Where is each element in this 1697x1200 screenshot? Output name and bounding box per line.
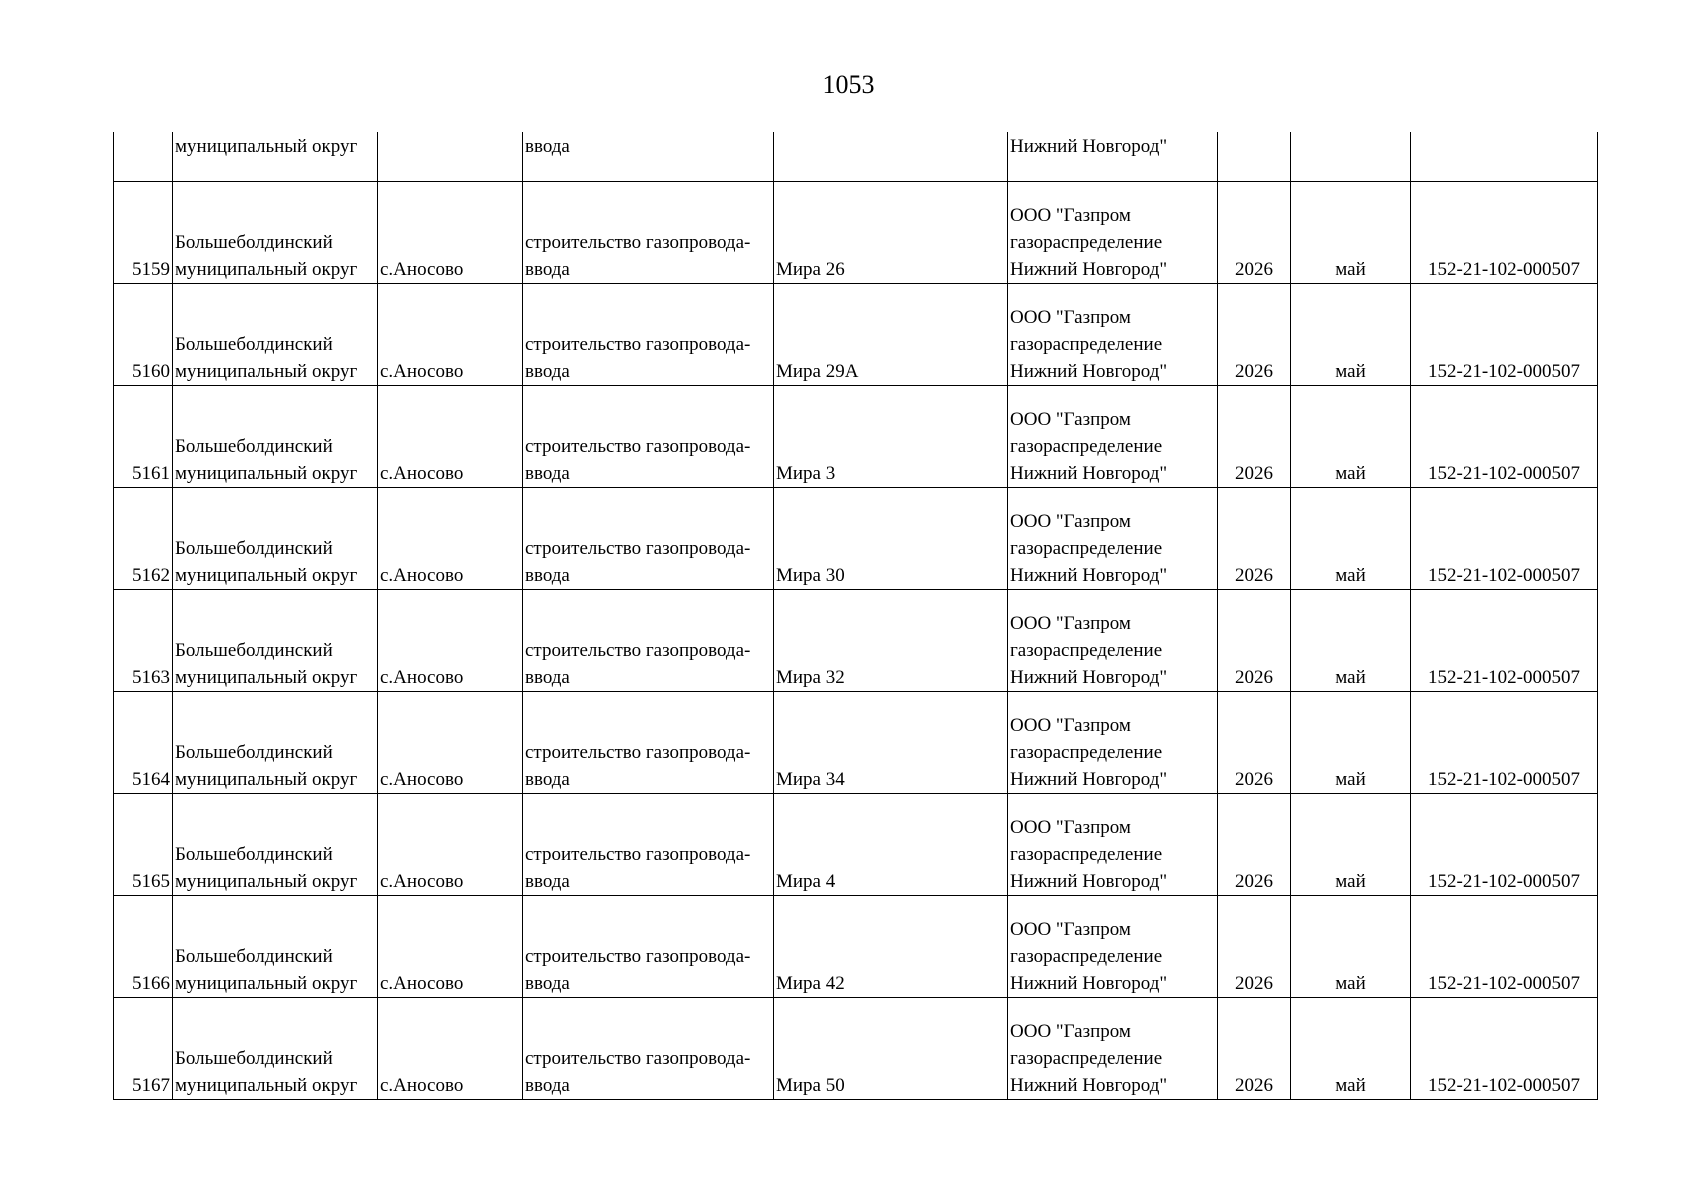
row-number: 5160 [114, 284, 173, 386]
cell-address: Мира 26 [774, 182, 1008, 284]
cell-org [1008, 386, 1218, 488]
district-line: Большеболдинский [175, 436, 333, 457]
org-line: Нижний Новгород" [1010, 565, 1168, 586]
cell-district [173, 692, 378, 794]
work-line: ввода [525, 361, 570, 382]
cell-org: Нижний Новгород" [1008, 132, 1218, 182]
work-line: строительство газопровода- [525, 232, 751, 253]
row-number: 5164 [114, 692, 173, 794]
district-line: муниципальный округ [175, 361, 358, 382]
org-line: газораспределение [1010, 946, 1163, 967]
org-line: газораспределение [1010, 232, 1163, 253]
work-line: ввода [525, 463, 570, 484]
work-line: ввода [525, 871, 570, 892]
cell-address: Мира 30 [774, 488, 1008, 590]
cell-month: май [1291, 794, 1411, 896]
cell-address: Мира 4 [774, 794, 1008, 896]
cell-year: 2026 [1218, 590, 1291, 692]
cell-village: с.Аносово [378, 182, 523, 284]
table-row [114, 182, 1598, 284]
cell-address: Мира 34 [774, 692, 1008, 794]
cell-code: 152-21-102-000507 [1411, 794, 1598, 896]
org-line: газораспределение [1010, 538, 1163, 559]
district-line: муниципальный округ [175, 463, 358, 484]
cell-code: 152-21-102-000507 [1411, 488, 1598, 590]
cell-org [1008, 284, 1218, 386]
continuation-row [114, 132, 1598, 182]
cell-org [1008, 794, 1218, 896]
cell-code: 152-21-102-000507 [1411, 284, 1598, 386]
cell-village: с.Аносово [378, 590, 523, 692]
cell-year: 2026 [1218, 998, 1291, 1100]
work-line: ввода [525, 1075, 570, 1096]
work-line: ввода [525, 259, 570, 280]
org-line: Нижний Новгород" [1010, 871, 1168, 892]
cell-district [173, 182, 378, 284]
cell-address: Мира 50 [774, 998, 1008, 1100]
cell-district: муниципальный округ [173, 132, 378, 182]
org-line: ООО "Газпром [1010, 919, 1131, 940]
org-line: Нижний Новгород" [1010, 361, 1168, 382]
district-line: муниципальный округ [175, 769, 358, 790]
org-line: газораспределение [1010, 640, 1163, 661]
cell-month: май [1291, 488, 1411, 590]
table-row [114, 794, 1598, 896]
cell-work [523, 488, 774, 590]
work-line: строительство газопровода- [525, 1048, 751, 1069]
cell-district [173, 896, 378, 998]
cell-work [523, 182, 774, 284]
cell-month: май [1291, 692, 1411, 794]
org-line: Нижний Новгород" [1010, 973, 1168, 994]
cell-year: 2026 [1218, 488, 1291, 590]
work-line: ввода [525, 565, 570, 586]
cell-code: 152-21-102-000507 [1411, 692, 1598, 794]
work-line: строительство газопровода- [525, 436, 751, 457]
cell-district [173, 794, 378, 896]
district-line: муниципальный округ [175, 259, 358, 280]
cell-work [523, 284, 774, 386]
cell-code [1411, 132, 1598, 182]
district-line: Большеболдинский [175, 844, 333, 865]
cell-year: 2026 [1218, 896, 1291, 998]
district-line: муниципальный округ [175, 667, 358, 688]
cell-village [378, 132, 523, 182]
org-line: Нижний Новгород" [1010, 667, 1168, 688]
table-row [114, 998, 1598, 1100]
work-line: строительство газопровода- [525, 640, 751, 661]
cell-address: Мира 42 [774, 896, 1008, 998]
cell-month: май [1291, 998, 1411, 1100]
org-line: ООО "Газпром [1010, 511, 1131, 532]
table-row [114, 386, 1598, 488]
cell-village: с.Аносово [378, 386, 523, 488]
cell-district [173, 998, 378, 1100]
cell-year: 2026 [1218, 182, 1291, 284]
district-line: Большеболдинский [175, 742, 333, 763]
table-row [114, 590, 1598, 692]
district-line: Большеболдинский [175, 946, 333, 967]
district-line: Большеболдинский [175, 1048, 333, 1069]
cell-village: с.Аносово [378, 692, 523, 794]
org-line: Нижний Новгород" [1010, 1075, 1168, 1096]
cell-work [523, 386, 774, 488]
cell-village: с.Аносово [378, 488, 523, 590]
cell-month: май [1291, 896, 1411, 998]
cell-district [173, 488, 378, 590]
district-line: Большеболдинский [175, 640, 333, 661]
cell-work: ввода [523, 132, 774, 182]
cell-work [523, 692, 774, 794]
cell-village: с.Аносово [378, 794, 523, 896]
org-line: ООО "Газпром [1010, 1021, 1131, 1042]
work-line: строительство газопровода- [525, 844, 751, 865]
cell-year: 2026 [1218, 386, 1291, 488]
cell-code: 152-21-102-000507 [1411, 590, 1598, 692]
row-number: 5166 [114, 896, 173, 998]
cell-code: 152-21-102-000507 [1411, 998, 1598, 1100]
cell-village: с.Аносово [378, 998, 523, 1100]
district-line: Большеболдинский [175, 538, 333, 559]
district-line: Большеболдинский [175, 232, 333, 253]
cell-org [1008, 998, 1218, 1100]
gas-pipeline-table [113, 132, 1598, 1100]
district-line: муниципальный округ [175, 973, 358, 994]
table-row [114, 692, 1598, 794]
work-line: ввода [525, 973, 570, 994]
cell-year: 2026 [1218, 794, 1291, 896]
org-line: ООО "Газпром [1010, 715, 1131, 736]
table-row [114, 284, 1598, 386]
cell-work [523, 896, 774, 998]
row-number: 5167 [114, 998, 173, 1100]
org-line: газораспределение [1010, 844, 1163, 865]
cell-code: 152-21-102-000507 [1411, 896, 1598, 998]
row-number: 5163 [114, 590, 173, 692]
org-line: Нижний Новгород" [1010, 259, 1168, 280]
cell-code: 152-21-102-000507 [1411, 386, 1598, 488]
cell-month [1291, 132, 1411, 182]
cell-year [1218, 132, 1291, 182]
cell-org [1008, 488, 1218, 590]
cell-address: Мира 29А [774, 284, 1008, 386]
page-number: 1053 [822, 70, 875, 99]
org-line: ООО "Газпром [1010, 409, 1131, 430]
work-line: строительство газопровода- [525, 742, 751, 763]
org-line: Нижний Новгород" [1010, 769, 1168, 790]
cell-district [173, 386, 378, 488]
cell-work [523, 998, 774, 1100]
cell-address: Мира 32 [774, 590, 1008, 692]
row-number: 5159 [114, 182, 173, 284]
org-line: ООО "Газпром [1010, 205, 1131, 226]
org-line: газораспределение [1010, 1048, 1163, 1069]
org-line: газораспределение [1010, 436, 1163, 457]
cell-work [523, 590, 774, 692]
cell-org [1008, 692, 1218, 794]
cell-district [173, 590, 378, 692]
cell-address [774, 132, 1008, 182]
district-line: муниципальный округ [175, 1075, 358, 1096]
district-line: муниципальный округ [175, 565, 358, 586]
work-line: ввода [525, 769, 570, 790]
cell-village: с.Аносово [378, 284, 523, 386]
district-line: муниципальный округ [175, 871, 358, 892]
org-line: газораспределение [1010, 742, 1163, 763]
work-line: строительство газопровода- [525, 538, 751, 559]
cell-village: с.Аносово [378, 896, 523, 998]
org-line: газораспределение [1010, 334, 1163, 355]
cell-address: Мира 3 [774, 386, 1008, 488]
cell-work [523, 794, 774, 896]
cell-org [1008, 896, 1218, 998]
cell-month: май [1291, 182, 1411, 284]
cell-org [1008, 182, 1218, 284]
cell-month: май [1291, 386, 1411, 488]
row-number: 5161 [114, 386, 173, 488]
cell-num [114, 132, 173, 182]
table-row [114, 896, 1598, 998]
cell-district [173, 284, 378, 386]
cell-org [1008, 590, 1218, 692]
org-line: ООО "Газпром [1010, 817, 1131, 838]
cell-code: 152-21-102-000507 [1411, 182, 1598, 284]
org-line: ООО "Газпром [1010, 307, 1131, 328]
row-number: 5165 [114, 794, 173, 896]
cell-month: май [1291, 590, 1411, 692]
cell-month: май [1291, 284, 1411, 386]
cell-year: 2026 [1218, 692, 1291, 794]
work-line: строительство газопровода- [525, 946, 751, 967]
row-number: 5162 [114, 488, 173, 590]
org-line: ООО "Газпром [1010, 613, 1131, 634]
table-row [114, 488, 1598, 590]
cell-year: 2026 [1218, 284, 1291, 386]
work-line: строительство газопровода- [525, 334, 751, 355]
org-line: Нижний Новгород" [1010, 463, 1168, 484]
district-line: Большеболдинский [175, 334, 333, 355]
work-line: ввода [525, 667, 570, 688]
